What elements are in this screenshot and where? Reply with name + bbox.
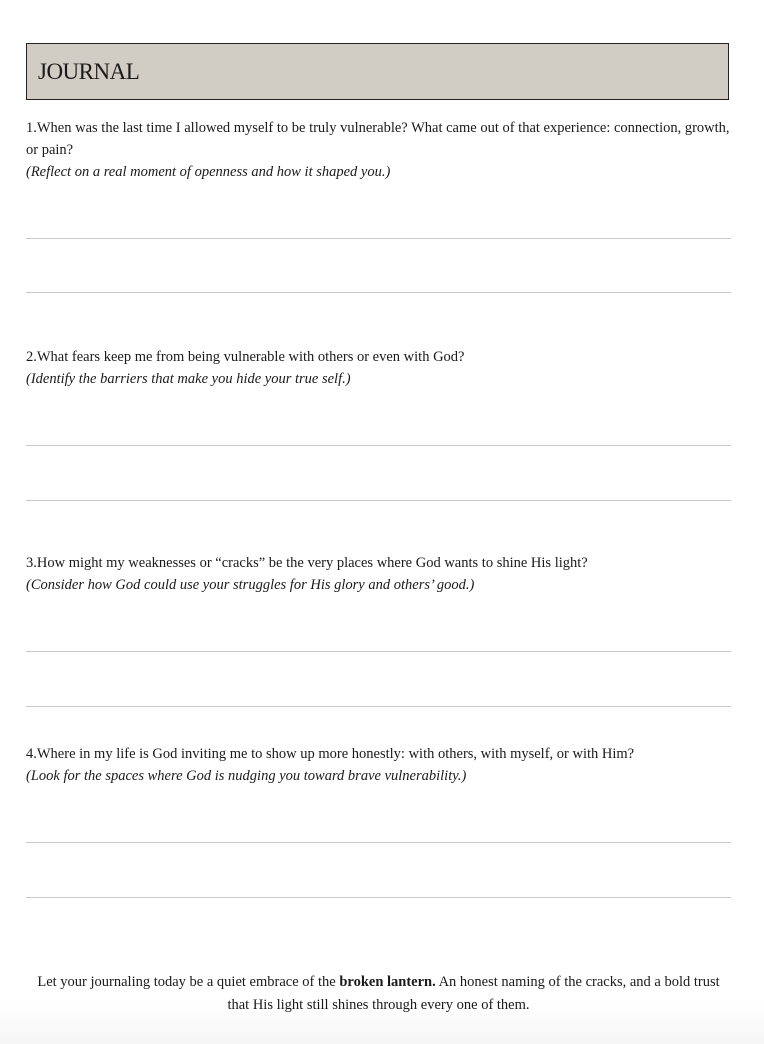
writing-line[interactable]	[26, 842, 731, 843]
writing-line[interactable]	[26, 897, 731, 898]
journal-question-4	[26, 743, 731, 787]
question-prompt: 3.How might my weaknesses or “cracks” be the very places where God wants to shine His light?	[26, 555, 588, 571]
journal-question-1	[26, 117, 731, 183]
question-prompt: 4.Where in my life is God inviting me to show up more honestly: with others, with myself, or with Him?	[26, 746, 635, 762]
closing-text-start: Let your journaling today be a quiet embrace of the	[37, 974, 340, 990]
question-hint: (Reflect on a real moment of openness and how it shaped you.)	[26, 164, 391, 180]
question-hint: (Look for the spaces where God is nudging you toward brave vulnerability.)	[26, 768, 467, 784]
writing-line[interactable]	[26, 445, 731, 446]
closing-text-end: An honest naming of the cracks, and a bold trust that His light still shines through every one of them.	[227, 974, 720, 1013]
writing-line[interactable]	[26, 706, 731, 707]
writing-line[interactable]	[26, 500, 731, 501]
journal-question-3	[26, 552, 731, 596]
closing-emphasis: broken lantern.	[339, 974, 436, 990]
journal-header	[26, 43, 729, 100]
question-prompt: 2.What fears keep me from being vulnerable with others or even with God?	[26, 349, 465, 365]
question-hint: (Consider how God could use your struggles for His glory and others’ good.)	[26, 577, 475, 593]
page-title: JOURNAL	[38, 59, 140, 84]
writing-line[interactable]	[26, 651, 731, 652]
closing-paragraph	[26, 971, 731, 1017]
writing-line[interactable]	[26, 238, 731, 239]
journal-question-2	[26, 346, 731, 390]
question-prompt: 1.When was the last time I allowed myself to be truly vulnerable? What came out of that experience: connection, growth, or pain?	[26, 120, 730, 158]
writing-line[interactable]	[26, 292, 731, 293]
question-hint: (Identify the barriers that make you hide your true self.)	[26, 371, 351, 387]
